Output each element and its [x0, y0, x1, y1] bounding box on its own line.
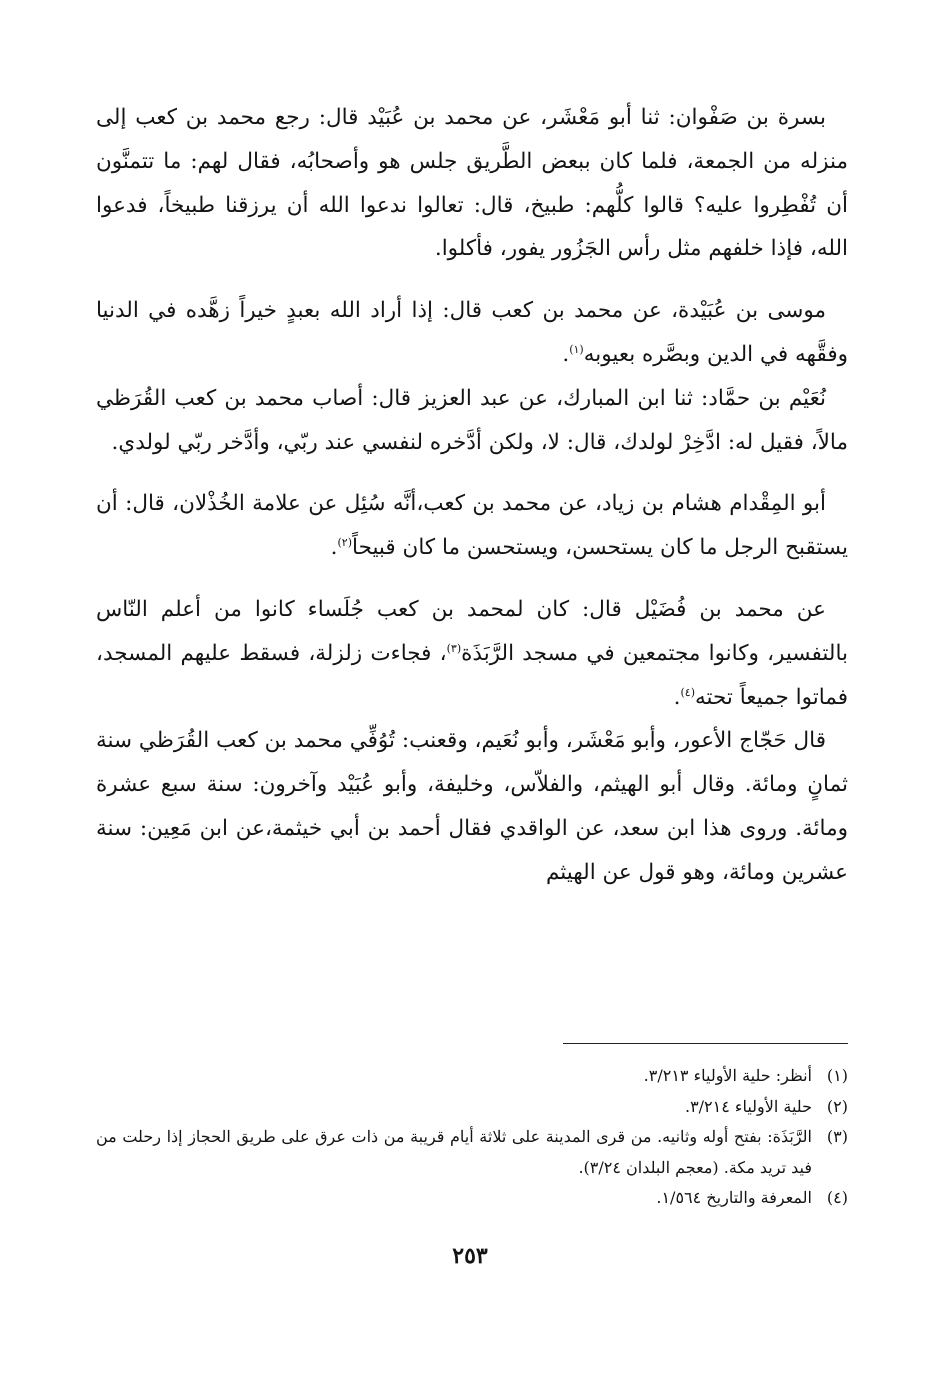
footnote-number: (٣): [826, 1127, 848, 1146]
footnote-ref-4: (٤): [680, 685, 695, 699]
paragraph-6: قال حَجّاج الأعور، وأبو مَعْشَر، وأبو نُعَيم، وقعنب: تُوُفِّي محمد بن كعب القُرَظي سنة ثمانٍ ومائة. وقال أبو الهيثم، والفلاّس، وخليفة، وأبو عُبَيْد وآخرون: سنة سبع عشرة ومائة. وروى هذا ابن سعد، عن الواقدي فقال أحمد بن أبي خيثمة،عن ابن مَعِين: سنة عشرين ومائة، وهو قول عن الهيثم: [96, 728, 848, 885]
footnote-text: أنظر: حلية الأولياء ٣/٢١٣.: [643, 1066, 812, 1085]
footnotes: [96, 1061, 848, 1214]
footnote-item: [96, 1183, 848, 1214]
footnote-number: (٢): [826, 1096, 848, 1116]
footnote-number: (٤): [826, 1188, 848, 1207]
footnote-text: المعرفة والتاريخ ١/٥٦٤.: [656, 1188, 812, 1207]
page-number: ٢٥٣: [452, 1243, 488, 1269]
paragraph-3: نُعَيْم بن حمَّاد: ثنا ابن المبارك، عن عبد العزيز قال: أصاب محمد بن كعب القُرَظي مالاً، فقيل له: ادَّخِرْ لولدك، قال: لا، ولكن أدَّخره لنفسي عند ربّي، وأدَّخر ربّي لولدي.: [96, 385, 848, 455]
paragraph-1: بسرة بن صَفْوان: ثنا أبو مَعْشَر، عن محمد بن عُبَيْد قال: رجع محمد بن كعب إلى منزله من الجمعة، فلما كان ببعض الطَّريق جلس هو وأصحابُه، فقال لهم: ما تتمنَّون أن تُفْطِروا عليه؟ قالوا كلُّهم: طبيخ، قال: تعالوا ندعوا الله أن يرزقنا طبيخاً، فدعوا الله، فإذا خلفهم مثل رأس الجَزُور يفور، فأكلوا.: [96, 105, 848, 262]
footnote-text: الرَّبَذَة: بفتح أوله وثانيه. من قرى المدينة على ثلاثة أيام قريبة من ذات عرق على طريق الحجاز إذا رحلت من فيد تريد مكة. (معجم البلدان ٣/٢٤).: [96, 1127, 812, 1177]
footnote-number: (١): [826, 1066, 848, 1085]
footnote-ref-2: (٢): [337, 536, 353, 550]
footnote-divider: [563, 1043, 848, 1044]
paragraph-5: عن محمد بن فُضَيْل قال: كان لمحمد بن كعب جُلَساء كانوا من أعلم النّاس بالتفسير، وكانوا مجتمعين في مسجد الرَّبَذَة$^{(٣)}$، فجاءت زلزلة، فسقط عليهم المسجد، فماتوا جميعاً تحته$^{(٤)}$.: [96, 596, 848, 710]
footnote-text: حلية الأولياء ٣/٢١٤.: [684, 1096, 812, 1116]
footnote-item: [96, 1061, 848, 1092]
footnote-ref-1: (١): [569, 342, 584, 356]
paragraph-4: أبو المِقْدام هشام بن زياد، عن محمد بن كعب،أنَّه سُئِل عن علامة الخُذْلان، قال: أن يستقبح الرجل ما كان يستحسن، ويستحسن ما كان قبيحاً$^{(٢)}$.: [96, 491, 848, 561]
footnote-item: [96, 1092, 848, 1123]
footnote-ref-3: (٣): [446, 641, 462, 655]
footnote-item: [96, 1122, 848, 1183]
paragraph-2: موسى بن عُبَيْدة، عن محمد بن كعب قال: إذا أراد الله بعبدٍ خيراً زهَّده في الدنيا وفقَّهه في الدين وبصَّره بعيوبه$^{(١)}$.: [96, 298, 848, 367]
main-text: [96, 96, 848, 895]
